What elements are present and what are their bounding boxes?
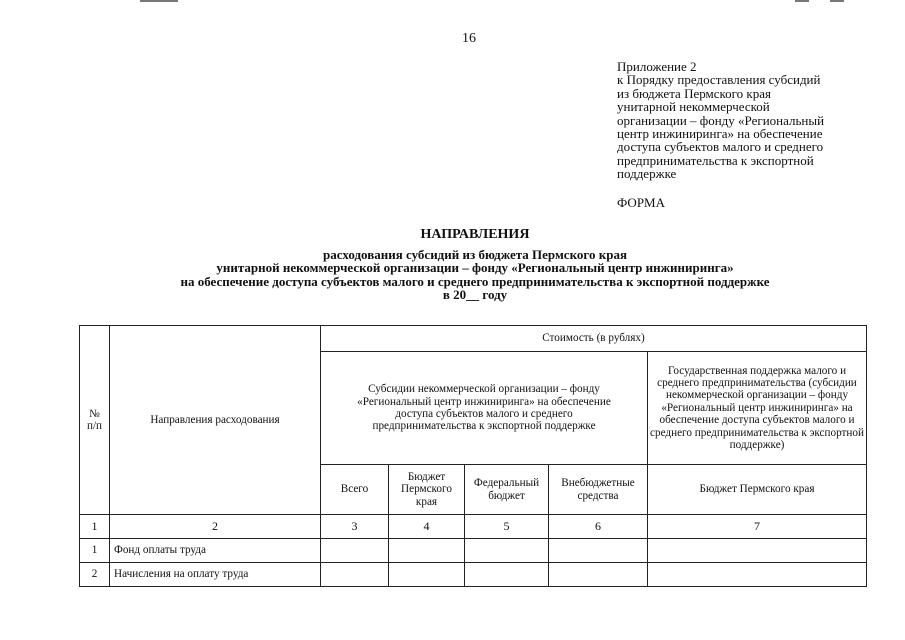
row-value-extrabudget[interactable] xyxy=(549,563,648,587)
expenditure-table xyxy=(79,325,867,587)
row-value-state-perm-budget[interactable] xyxy=(648,563,867,587)
appendix-line: организации – фонду «Региональный xyxy=(617,112,825,128)
row-number: 2 xyxy=(80,563,110,587)
header-cost: Стоимость (в рублях) xyxy=(321,326,867,352)
header-extrabudget: Внебюджетные средства xyxy=(549,465,648,515)
row-value-total[interactable] xyxy=(321,539,389,563)
header-federal-budget: Федеральный бюджет xyxy=(465,465,549,515)
row-value-extrabudget[interactable] xyxy=(549,539,648,563)
header-state-support: Государственная поддержка малого и среднего предпринимательства (субсидии некоммерческой организации – фонду «Региональный центр инжиниринга» на обеспечение доступа субъектов малого и среднего предпринимательства к экспортной поддержке) xyxy=(648,352,867,465)
appendix-line: к Порядку предоставления субсидий xyxy=(617,72,821,88)
appendix-line: поддержке xyxy=(617,166,677,182)
appendix-line: Приложение 2 xyxy=(617,59,697,74)
row-number: 1 xyxy=(80,539,110,563)
column-index: 3 xyxy=(321,515,389,539)
appendix-line: из бюджета Пермского края xyxy=(617,85,772,101)
table-row xyxy=(80,539,867,563)
appendix-line: унитарной некоммерческой xyxy=(617,99,770,115)
column-index: 2 xyxy=(110,515,321,539)
row-value-federal[interactable] xyxy=(465,563,549,587)
scan-edge-marks xyxy=(0,0,905,3)
header-total: Всего xyxy=(321,465,389,515)
column-index: 5 xyxy=(465,515,549,539)
title-line: расходования субсидий из бюджета Пермского края xyxy=(323,246,627,262)
header-subsidies xyxy=(321,352,648,465)
header-state-perm-budget: Бюджет Пермского края xyxy=(648,465,867,515)
appendix-line: предпринимательства к экспортной xyxy=(617,152,814,168)
appendix-header xyxy=(617,60,887,181)
appendix-line: центр инжиниринга» на обеспечение xyxy=(617,126,823,142)
column-index: 1 xyxy=(80,515,110,539)
page-number: 16 xyxy=(462,31,476,46)
title-line: унитарной некоммерческой организации – фонду «Региональный центр инжиниринга» xyxy=(216,260,734,276)
row-value-total[interactable] xyxy=(321,563,389,587)
column-index: 6 xyxy=(549,515,648,539)
title-line: на обеспечение доступа субъектов малого и среднего предпринимательства к экспортной поддержке xyxy=(180,273,770,289)
table-row xyxy=(80,563,867,587)
appendix-line: доступа субъектов малого и среднего xyxy=(617,139,824,155)
column-index: 4 xyxy=(389,515,465,539)
header-row-number-label: № п/п xyxy=(86,407,103,432)
row-value-perm-budget[interactable] xyxy=(389,539,465,563)
column-index: 7 xyxy=(648,515,867,539)
row-value-state-perm-budget[interactable] xyxy=(648,539,867,563)
document-title xyxy=(100,228,850,302)
header-row-number xyxy=(80,326,110,515)
row-value-federal[interactable] xyxy=(465,539,549,563)
title-main: НАПРАВЛЕНИЯ xyxy=(420,227,530,242)
form-label: ФОРМА xyxy=(617,195,665,210)
header-subsidies-text: Субсидии некоммерческой организации – фонду «Региональный центр инжиниринга» на обеспечение доступа субъектов малого и среднего предпринимательства к экспортной поддержке xyxy=(357,383,611,433)
row-direction: Фонд оплаты труда xyxy=(110,539,321,563)
header-directions: Направления расходования xyxy=(110,326,321,515)
header-perm-budget: Бюджет Пермского края xyxy=(389,465,465,515)
title-line: в 20__ году xyxy=(442,287,508,303)
row-direction: Начисления на оплату труда xyxy=(110,563,321,587)
row-value-perm-budget[interactable] xyxy=(389,563,465,587)
